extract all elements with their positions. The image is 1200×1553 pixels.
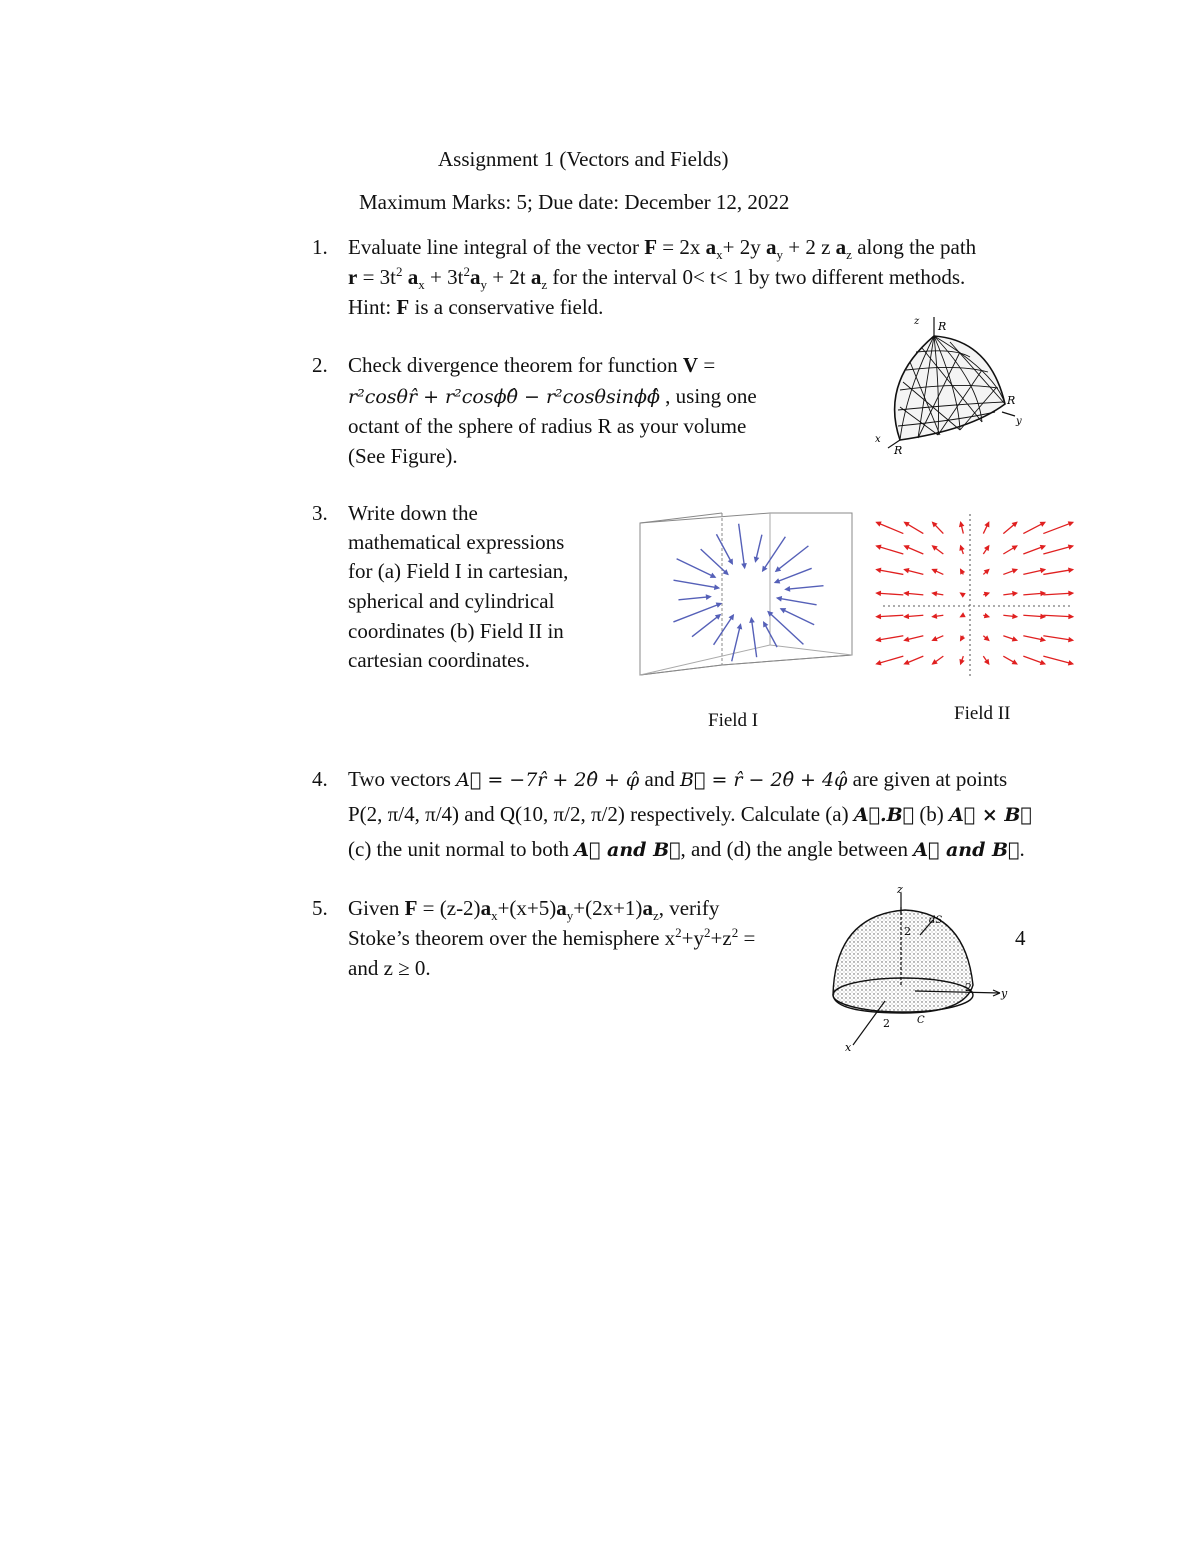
field-two-arrow-head [905,546,909,549]
field-two-arrow-head [1013,546,1017,549]
field-two-arrow-head [905,661,909,664]
field-two-arrow [1043,636,1072,641]
hemisphere-figure [825,885,1015,1055]
field-one-arrow [714,615,734,645]
q4-number: 4. [312,767,328,791]
field-two-arrow-head [1069,638,1073,641]
field-one-arrow-head [715,586,719,589]
field-two-arrow-head [1069,661,1073,664]
field-two-arrow-head [1069,545,1073,548]
q5-number: 5. [312,896,328,920]
fig2-z-label: z [914,316,920,327]
fig2-R-top-label: R [938,320,947,333]
field-two-arrow-head [877,522,881,525]
field-two-arrow-head [1069,568,1073,571]
field-two-arrow [1043,546,1072,554]
field-one-arrow [751,618,756,657]
assignment-title: Assignment 1 (Vectors and Fields) [438,147,729,171]
q4-line2: P(2, π/4, π/4) and Q(10, π/2, π/2) respectively. Calculate (a) A⃗.B⃗ (b) A⃗ × B⃗ [348,802,1032,826]
q1-line1: Evaluate line integral of the vector F = 2x $a_x+ 2y$ $a_y + 2$ z $a_z$ along the path [348,235,977,263]
marks-due-date: Maximum Marks: 5; Due date: December 12, 2022 [359,190,790,214]
q3-line: for (a) Field I in cartesian, [348,559,569,583]
field-two-arrow-head [1041,546,1045,549]
field-two-arrow-head [1069,522,1073,525]
field-two-arrow-head [960,522,963,526]
field-two-arrow [1043,615,1072,616]
field-two-caption: Field II [954,703,1011,724]
field-two-arrow [877,522,904,533]
field-one-arrow [739,524,745,568]
field-one-arrow [701,549,728,574]
field-two-arrow-head [1013,615,1017,618]
field-two-arrow-head [960,660,963,664]
field-two-arrow-head [933,637,937,640]
field-one-arrow-head [775,579,779,582]
field-one-arrow-head [786,587,790,590]
fig2-y-label: y [1016,416,1022,427]
field-one-arrow-head [764,622,767,626]
field-two-arrow-head [1013,592,1017,595]
field-one-arrow-head [755,557,758,561]
field-two-arrow-head [985,593,989,596]
field-two-arrow-head [905,638,909,641]
fig5-two-top: 2 [904,925,911,938]
q3-number: 3. [312,501,328,525]
q3-line: cartesian coordinates. [348,648,530,672]
field-two-arrow-head [905,522,909,525]
field-two-arrow [1043,593,1072,595]
field-one-figure [630,495,860,690]
fig2-R-bottom-label: R [894,444,903,457]
field-two-arrow-head [877,661,881,664]
q4-line3: (c) the unit normal to both A⃗ and B⃗, and (d) the angle between A⃗ and B⃗. [348,837,1025,861]
q2-line3: octant of the sphere of radius R as your volume [348,414,747,438]
fig5-dS-label: dS [929,915,943,926]
field-two-arrow-head [905,569,909,572]
field-two-figure [878,506,1078,681]
q5-line2: Stoke’s theorem over the hemisphere $x^2+y^2+z^2$ = [348,925,756,950]
q1-hint: Hint: F is a conservative field. [348,295,604,319]
field-one-arrow [692,615,720,637]
field-two-arrow-head [905,615,909,618]
q2-line4: (See Figure). [348,444,458,468]
fig5-C-label: C [917,1015,925,1026]
fig5-x-label: x [845,1041,852,1054]
q5-line3: and z ≥ 0. [348,956,431,980]
field-one-arrow-head [711,574,715,577]
q2-line1: Check divergence theorem for function V = [348,353,716,377]
field-two-arrow-head [986,522,989,526]
field-one-arrow-head [742,564,745,568]
field-two-arrow-head [1041,661,1045,664]
fig5-two-right: 2 [965,981,972,994]
field-one-arrow-head [750,618,753,622]
field-two-arrow-head [877,638,881,641]
field-two-arrow-head [905,592,909,595]
fig2-R-right-label: R [1007,394,1016,407]
field-one-arrow [677,559,715,577]
q3-line: coordinates (b) Field II in [348,619,564,643]
field-one-arrow [776,546,808,571]
field-two-arrow-head [961,613,965,616]
field-two-arrow-head [933,615,937,618]
fig2-x-label: x [875,434,881,445]
field-two-arrow-head [877,545,881,548]
field-two-arrow-head [960,546,963,550]
field-two-arrow-head [961,636,964,640]
field-one-caption: Field I [708,710,759,731]
octant-sphere-figure [870,312,1030,462]
field-two-arrow-head [933,569,937,572]
field-two-arrow-head [1013,569,1017,572]
field-two-arrow-head [961,593,965,596]
field-one-arrow-head [706,595,710,598]
field-one-arrow-head [777,597,781,600]
field-one-arrow [777,598,816,605]
field-two-arrow-head [1013,661,1017,664]
field-two-arrow [1043,522,1072,533]
field-two-arrow-head [1069,592,1073,595]
field-two-arrow-head [985,614,989,617]
field-one-arrow-head [717,603,721,606]
field-two-arrow-head [877,569,881,572]
fig5-y-label: y [1001,987,1008,1000]
field-one-arrow-head [781,609,785,612]
field-two-arrow-head [1041,522,1045,525]
field-two-arrow-head [1069,615,1073,618]
q2-number: 2. [312,353,328,377]
field-two-arrow-head [1041,569,1045,572]
field-one-arrow [674,580,719,588]
field-one-arrow [716,534,732,563]
field-two-arrow [1043,656,1072,664]
fig5-z-label: z [897,883,903,896]
field-one-arrow [678,597,710,600]
field-one-arrow-head [729,560,732,564]
field-one-arrow [781,609,814,625]
q2-line2: r²cosθr̂ + r²cosϕθ̂ − r²cosθsinϕϕ̂ , using one [348,384,757,408]
field-two-arrow-head [1041,638,1045,641]
field-two-arrow-head [933,592,937,595]
field-two-arrow [1043,570,1072,575]
field-two-arrow-head [1013,637,1017,640]
q5-rhs-value: 4 [1015,926,1026,950]
q4-line1: Two vectors A⃗ = −7r̂ + 2θ̂ + φ̂ and B⃗ = r̂ − 2θ̂ + 4φ̂ are given at points [348,767,1008,791]
fig5-two-bottom: 2 [883,1017,890,1030]
q3-line: Write down the [348,501,478,525]
field-two-arrow-head [877,615,881,618]
field-one-arrow [732,625,741,662]
field-two-arrow-head [961,570,964,574]
q1-line2: $r = 3t^2$ $a_x + 3t^2a_y + 2t$ $a_z$ for the interval 0< t< 1 by two different methods. [348,264,966,293]
q3-line: mathematical expressions [348,530,565,554]
field-two-arrow-head [877,592,881,595]
q1-number: 1. [312,235,328,259]
field-one-arrow [786,586,824,590]
field-one-arrow-head [738,625,741,629]
q3-line: spherical and cylindrical [348,589,555,613]
q5-line1: Given $F = (z-2)a_x+(x+5)a_y+(2x+1)a_z$, verify [348,896,720,924]
